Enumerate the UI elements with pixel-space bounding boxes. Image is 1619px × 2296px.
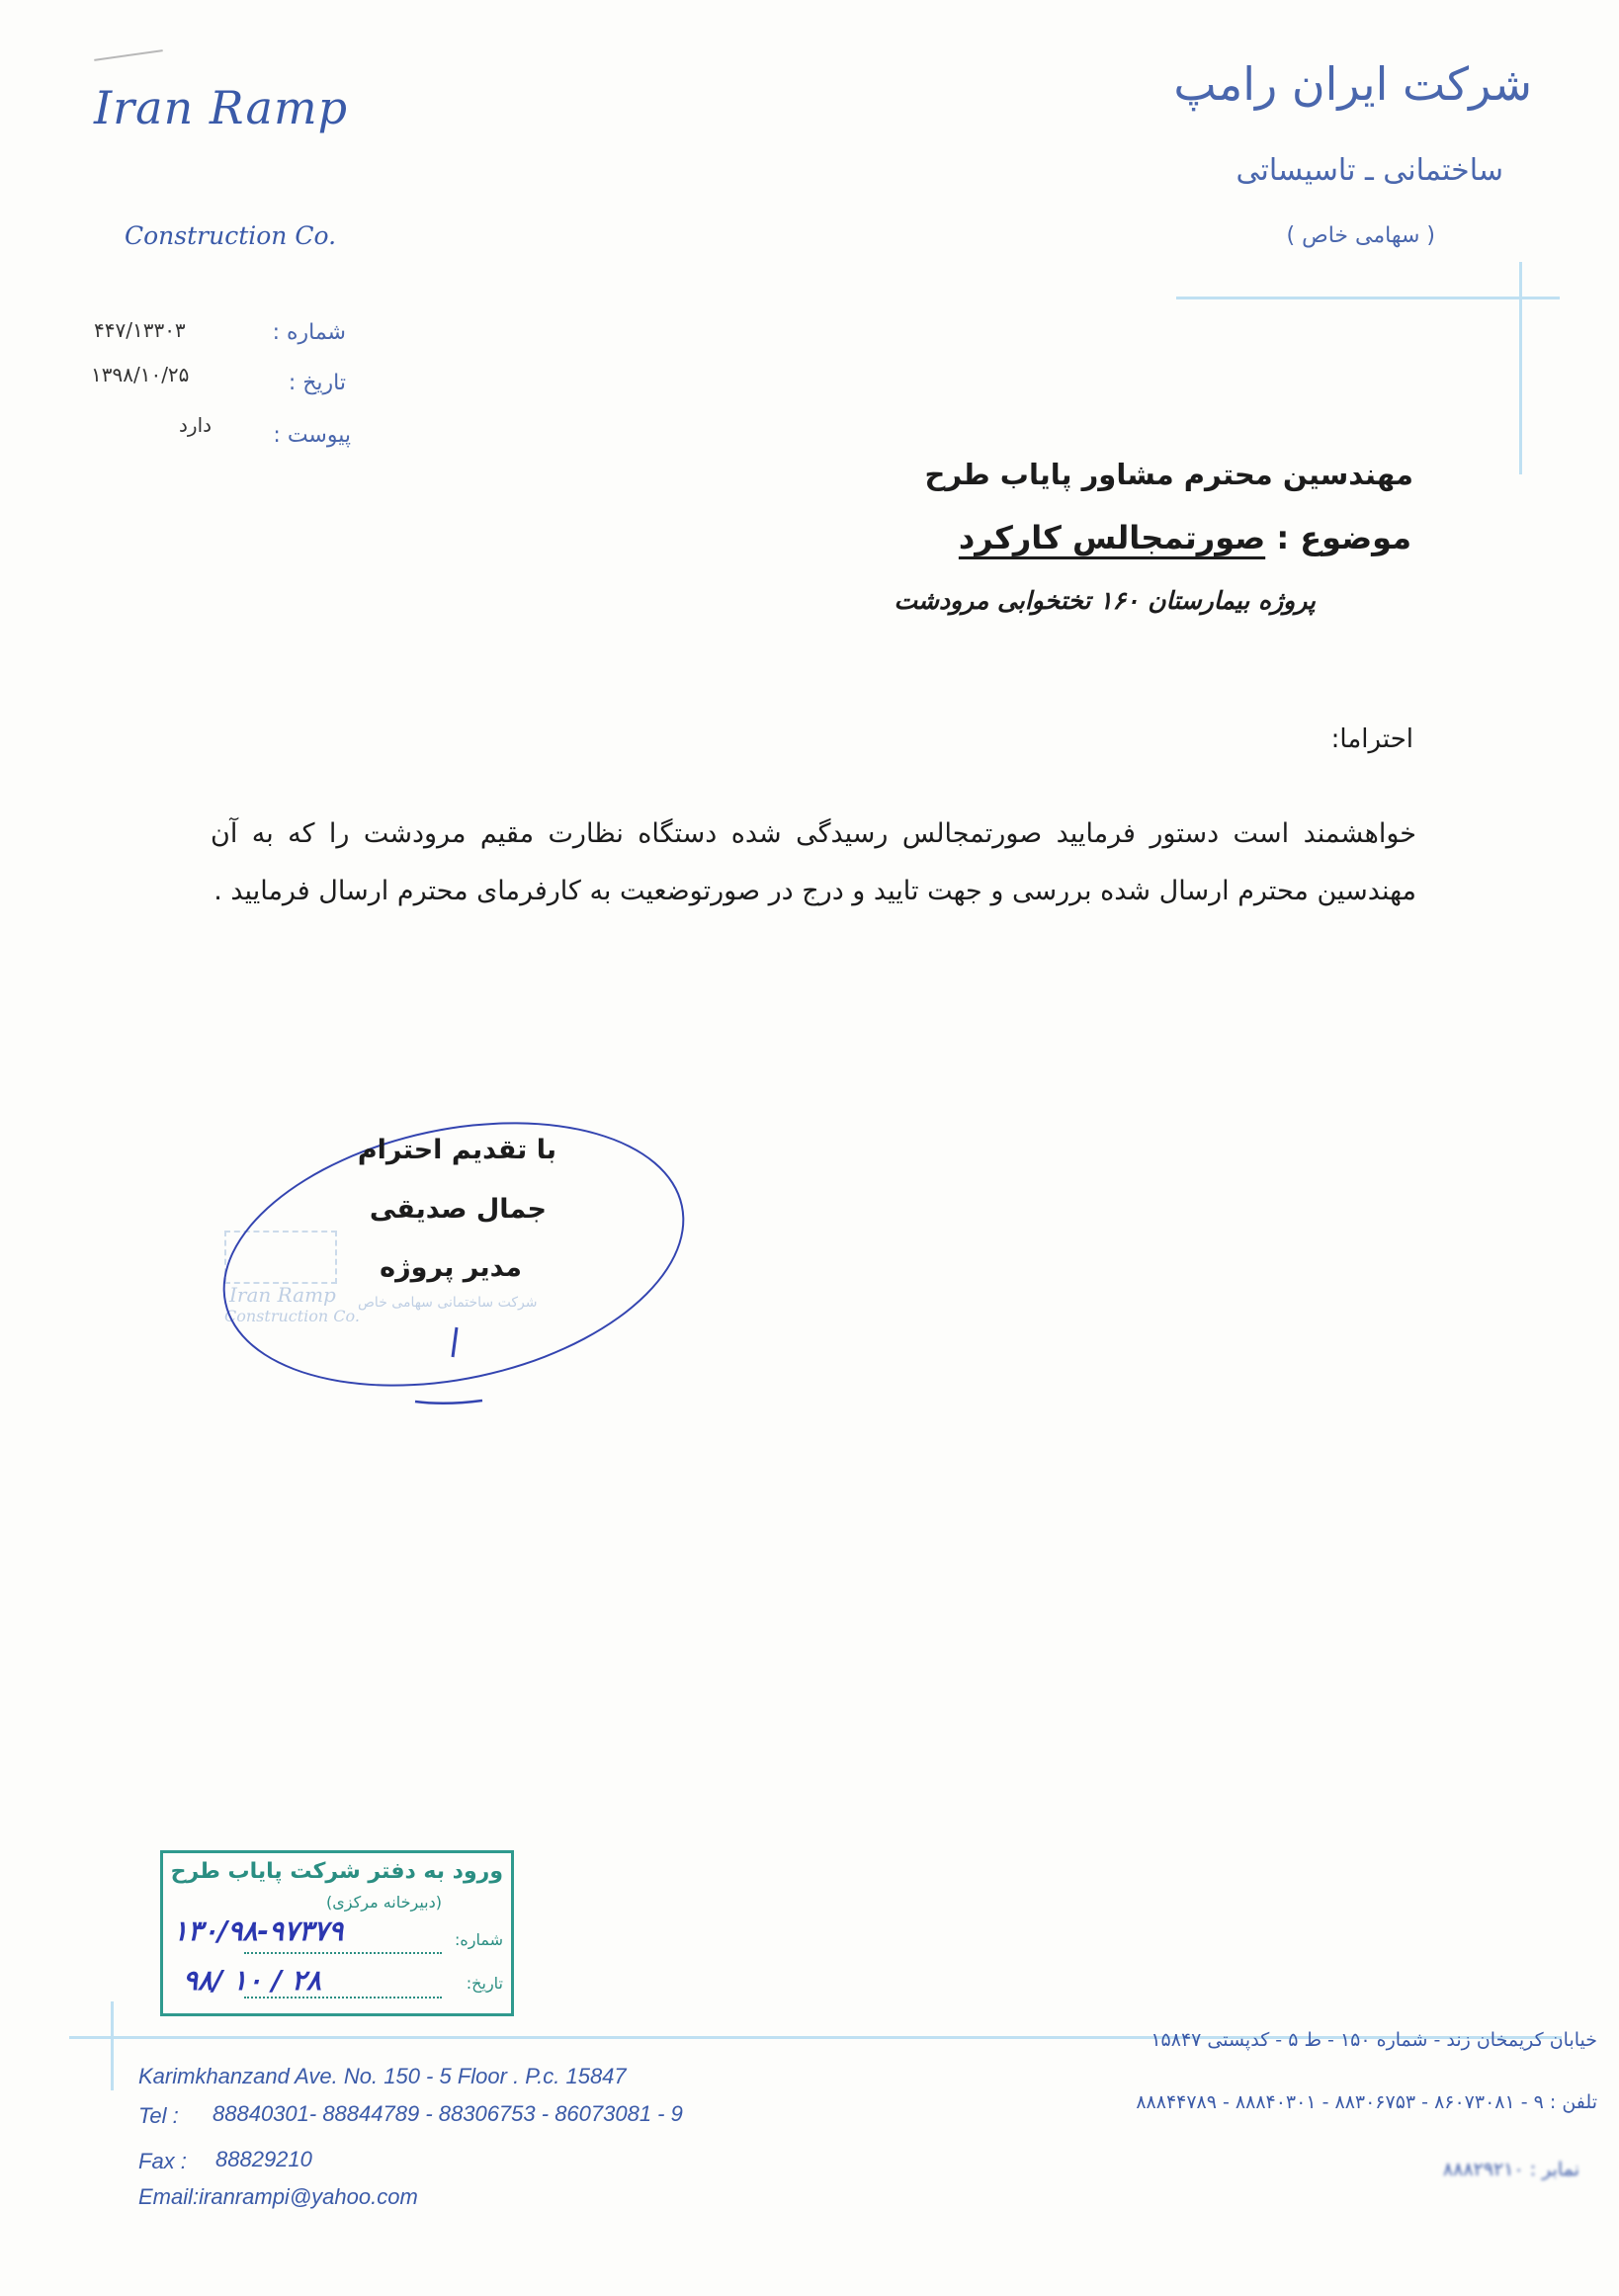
- footer-vertical-rule: [111, 2001, 114, 2090]
- footer-fax-fa-label: نمابر :: [1529, 2159, 1579, 2180]
- receipt-date-line: [244, 1997, 442, 1998]
- signature-title: مدیر پروژه: [380, 1252, 522, 1283]
- footer-fax-fa-value: ۸۸۸۲۹۲۱۰: [1443, 2159, 1524, 2180]
- addressee: مهندسین محترم مشاور پایاب طرح: [924, 458, 1413, 491]
- footer-tel-fa-value: ۹ - ۸۶۰۷۳۰۸۱ - ۸۸۳۰۶۷۵۳ - ۸۸۸۴۰۳۰۱ - ۸۸۸۴۴۷۸۹: [1136, 2091, 1544, 2113]
- company-name-persian: شرکت ایران رامپ: [1173, 57, 1532, 111]
- receipt-number-label: شماره:: [454, 1930, 503, 1949]
- footer-email: Email:iranrampi@yahoo.com: [138, 2184, 418, 2209]
- reference-number-label: شماره :: [272, 320, 346, 345]
- subject-line: [959, 519, 1411, 556]
- reference-attachment-label: پیوست :: [273, 423, 351, 448]
- footer-fax-value: 88829210: [215, 2147, 312, 2171]
- seal-text-en-2: Construction Co.: [224, 1307, 360, 1325]
- footer-fax-fa: [1443, 2159, 1579, 2180]
- seal-text-en-1: Iran Ramp: [229, 1283, 336, 1307]
- paper-scratch: [94, 49, 163, 61]
- subject-value: صورتمجالس کارکرد: [958, 519, 1266, 556]
- company-subtitle-english: Construction Co.: [125, 221, 337, 250]
- letter-body: خواهشمند است دستور فرمایید صورتمجالس رسیدگی شده دستگاه نظارت مقیم مرودشت را که به آن مهندسین محترم ارسال شده بررسی و جهت تایید و درج در صورتوضعیت به کارفرمای محترم ارسال فرمایید .: [211, 818, 1416, 906]
- reference-attachment-value: دارد: [179, 413, 213, 437]
- project-line: پروژه بیمارستان ۱۶۰ تختخوابی مرودشت: [894, 586, 1316, 615]
- reference-date-value: ۱۳۹۸/۱۰/۲۵: [91, 363, 190, 386]
- company-name-english: Iran Ramp: [94, 81, 349, 134]
- footer-address-fa: خیابان کریمخان زند - شماره ۱۵۰ - ط ۵ - کدپستی ۱۵۸۴۷: [1150, 2029, 1597, 2051]
- footer-tel-fa-label: تلفن :: [1549, 2091, 1597, 2113]
- receipt-date-handwritten: ۹۸/ ۱۰ / ۲۸: [183, 1964, 321, 1997]
- footer-tel-value: 88840301- 88844789 - 88306753 - 86073081 - 9: [213, 2101, 683, 2126]
- footer-fax-label: Fax :: [138, 2149, 187, 2173]
- signature-closing: با تقدیم احترام: [357, 1135, 556, 1165]
- receipt-stamp: [160, 1850, 514, 2016]
- signature-stroke-icon: [405, 1303, 484, 1421]
- footer-tel-fa: [1136, 2091, 1597, 2113]
- company-subtitle-persian: ساختمانی ـ تاسیساتی: [1236, 153, 1503, 188]
- subject-label: موضوع :: [1276, 519, 1411, 556]
- receipt-stamp-subtitle: (دبیرخانه مرکزی): [326, 1893, 442, 1912]
- header-vertical-rule: [1519, 262, 1522, 474]
- footer-tel-label: Tel :: [138, 2103, 179, 2128]
- footer-address-en: Karimkhanzand Ave. No. 150 - 5 Floor . P.c. 15847: [138, 2064, 627, 2088]
- receipt-number-line: [244, 1952, 442, 1954]
- signature-name: جمال صدیقی: [369, 1194, 547, 1225]
- header-rule: [1176, 297, 1560, 299]
- reference-number-value: ۴۴۷/۱۳۳۰۳: [94, 318, 186, 342]
- company-type-persian: ( سهامی خاص ): [1286, 223, 1435, 248]
- receipt-number-handwritten: ۱۳۰/۹۸-۹۷۳۷۹: [173, 1914, 344, 1947]
- greeting: احتراما:: [1330, 724, 1413, 754]
- seal-text-fa: شرکت ساختمانی سهامی خاص: [358, 1295, 538, 1311]
- receipt-stamp-title: ورود به دفتر شرکت پایاب طرح: [170, 1859, 503, 1884]
- receipt-date-label: تاریخ:: [466, 1974, 503, 1993]
- reference-date-label: تاریخ :: [288, 371, 346, 395]
